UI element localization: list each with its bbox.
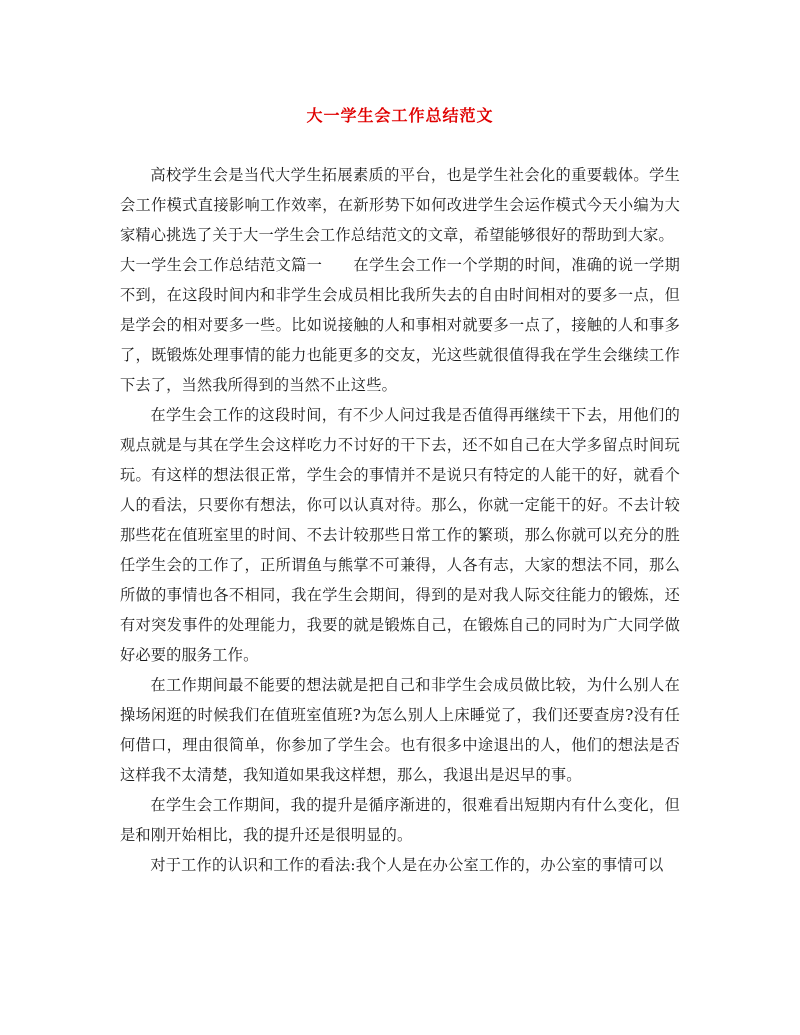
- paragraph-intro: 高校学生会是当代大学生拓展素质的平台，也是学生社会化的重要载体。学生会工作模式直接影响工作效率，在新形势下如何改进学生会运作模式今天小编为大家精心挑选了关于大一学生会工作总结范文的文章，希望能够很好的帮助到大家。: [120, 166, 680, 244]
- paragraph-body-1: 在学生会工作的这段时间，有不少人问过我是否值得再继续干下去，用他们的观点就是与其在学生会这样吃力不讨好的干下去，还不如自己在大学多留点时间玩玩。有这样的想法很正常，学生会的事情并不是说只有特定的人能干的好，就看个人的看法，只要你有想法，你可以认真对待。那么，你就一定能干的好。不去计较那些花在值班室里的时间、不去计较那些日常工作的繁琐，那么你就可以充分的胜任学生会的工作了，正所谓鱼与熊掌不可兼得，人各有志，大家的想法不同，那么所做的事情也各不相同，我在学生会期间，得到的是对我人际交往能力的锻炼，还有对突发事件的处理能力，我要的就是锻炼自己，在锻炼自己的同时为广大同学做好必要的服务工作。: [120, 406, 680, 664]
- document-body: [120, 160, 680, 880]
- paragraph-section-one: 大一学生会工作总结范文篇一 在学生会工作一个学期的时间，准确的说一学期不到，在这段时间内和非学生会成员相比我所失去的自由时间相对的要多一点，但是学会的相对要多一些。比如说接触的人和事相对就要多一点了，接触的人和事多了，既锻炼处理事情的能力也能更多的交友，光这些就很值得我在学生会继续工作下去了，当然我所得到的当然不止这些。: [120, 256, 680, 394]
- paragraph-body-2: 在工作期间最不能要的想法就是把自己和非学生会成员做比较，为什么别人在操场闲逛的时候我们在值班室值班?为怎么别人上床睡觉了，我们还要查房?没有任何借口，理由很简单，你参加了学生会。也有很多中途退出的人，他们的想法是否这样我不太清楚，我知道如果我这样想，那么，我退出是迟早的事。: [120, 676, 680, 784]
- document-title: 大一学生会工作总结范文: [306, 106, 494, 125]
- paragraph-body-4: 对于工作的认识和工作的看法:我个人是在办公室工作的，办公室的事情可以: [150, 856, 664, 874]
- paragraph-body-3: 在学生会工作期间，我的提升是循序渐进的，很难看出短期内有什么变化，但是和刚开始相比，我的提升还是很明显的。: [120, 796, 680, 844]
